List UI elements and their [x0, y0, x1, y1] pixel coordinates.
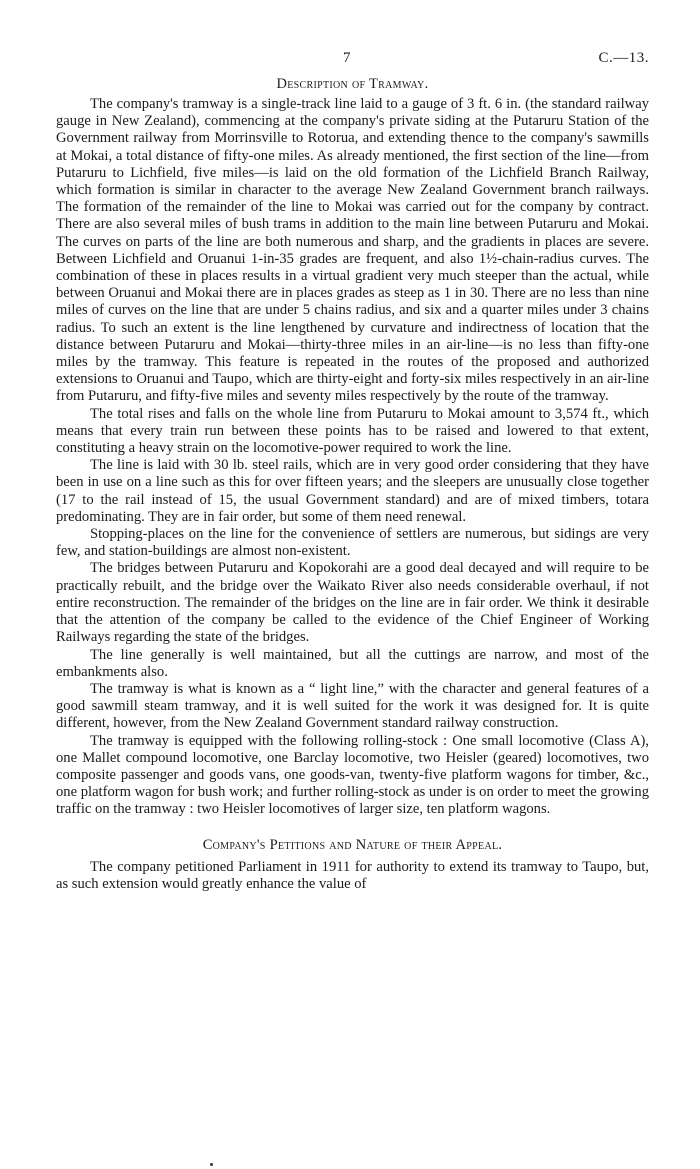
paragraph-rises-and-falls: The total rises and falls on the whole line from Putaruru to Mokai amount to 3,574 ft., which means that every train run between these points has to be raised and lowered to that extent, constituting a heavy strain on the locomotive-power required to work the line.	[56, 405, 649, 457]
paragraph-bridges: The bridges between Putaruru and Kopokorahi are a good deal decayed and will require to be practically rebuilt, and the bridge over the Waikato River also needs considerable overhaul, if not entire reconstruction. The remainder of the bridges on the line are in fair order. We think it desirable that the attention of the company be called to the evidence of the Chief Engineer of Working Railways regarding the state of the bridges.	[56, 560, 649, 646]
paragraph-rolling-stock: The tramway is equipped with the following rolling-stock : One small locomotive (Class A), one Mallet compound locomotive, one Barclay locomotive, two Heisler (geared) locomotives, two composite passenger and goods vans, one goods-van, twenty-five platform wagons for timber, &c., one platform wagon for bush work; and further rolling-stock as under is on order to meet the growing traffic on the tramway : two Heisler locomotives of larger size, ten platform wagons.	[56, 732, 649, 818]
paragraph-maintenance: The line generally is well maintained, but all the cuttings are narrow, and most of the embankments also.	[56, 646, 649, 680]
paragraph-rails-and-sleepers: The line is laid with 30 lb. steel rails, which are in very good order considering that they have been in use on a line such as this for over fifteen years; and the sleepers are unusually close together (17 to the rail instead of 15, the usual Government standard) and are of mixed timbers, totara predominating. They are in fair order, but some of them need renewal.	[56, 457, 649, 525]
page-mark	[210, 1163, 213, 1166]
paragraph-petition: The company petitioned Parliament in 1911 for authority to extend its tramway to Taupo, but, as such extension would greatly enhance the value of	[56, 858, 649, 892]
page-number: 7	[343, 50, 351, 66]
document-page	[56, 50, 649, 893]
document-reference: C.—13.	[598, 50, 649, 66]
paragraph-light-line: The tramway is what is known as a “ light line,” with the character and general features of a good sawmill steam tramway, and it is well suited for the work it was designed for. It is quite different, however, from the New Zealand Government standard railway construction.	[56, 680, 649, 732]
paragraph-tramway-overview: The company's tramway is a single-track line laid to a gauge of 3 ft. 6 in. (the standard railway gauge in New Zealand), commencing at the company's private siding at the Putaruru Station of the Government railway from Morrinsville to Rotorua, and extending thence to the company's sawmills at Mokai, a total distance of fifty-one miles. As already mentioned, the first section of the line—from Putaruru to Lichfield, five miles—is laid on the old formation of the Lichfield Branch Railway, which formation is similar in character to the average New Zealand Government branch railways. The formation of the remainder of the line to Mokai was carried out for the company by contract. There are also several miles of bush trams in addition to the main line between Putaruru and Mokai. The curves on parts of the line are both numerous and sharp, and the gradients in places are severe. Between Lichfield and Oruanui 1-in-35 grades are frequent, and also 1½-chain-radius curves. The combination of these in places results in a virtual gradient very much steeper than the actual, while between Oruanui and Mokai there are in places grades as steep as 1 in 30. There are no less than nine miles of curves on the line that are under 5 chains radius, and six and a quarter miles under 3 chains radius. To such an extent is the line lengthened by curvature and indirectness of location that the distance between Putaruru and Mokai—thirty-three miles in an air-line—is no less than fifty-one miles by the tramway. This feature is repeated in the routes of the proposed and authorized extensions to Oruanui and Taupo, which are thirty-eight and forty-six miles respectively in an air-line from Putaruru, and fifty-five miles and seventy miles respectively by the route of the tramway.	[56, 96, 649, 405]
section-heading-petitions: Company's Petitions and Nature of their Appeal.	[202, 836, 503, 853]
section-heading-description: Description of Tramway.	[276, 76, 429, 92]
paragraph-stopping-places: Stopping-places on the line for the convenience of settlers are numerous, but sidings are very few, and station-buildings are almost non-existent.	[56, 526, 649, 560]
page-header	[56, 50, 649, 76]
